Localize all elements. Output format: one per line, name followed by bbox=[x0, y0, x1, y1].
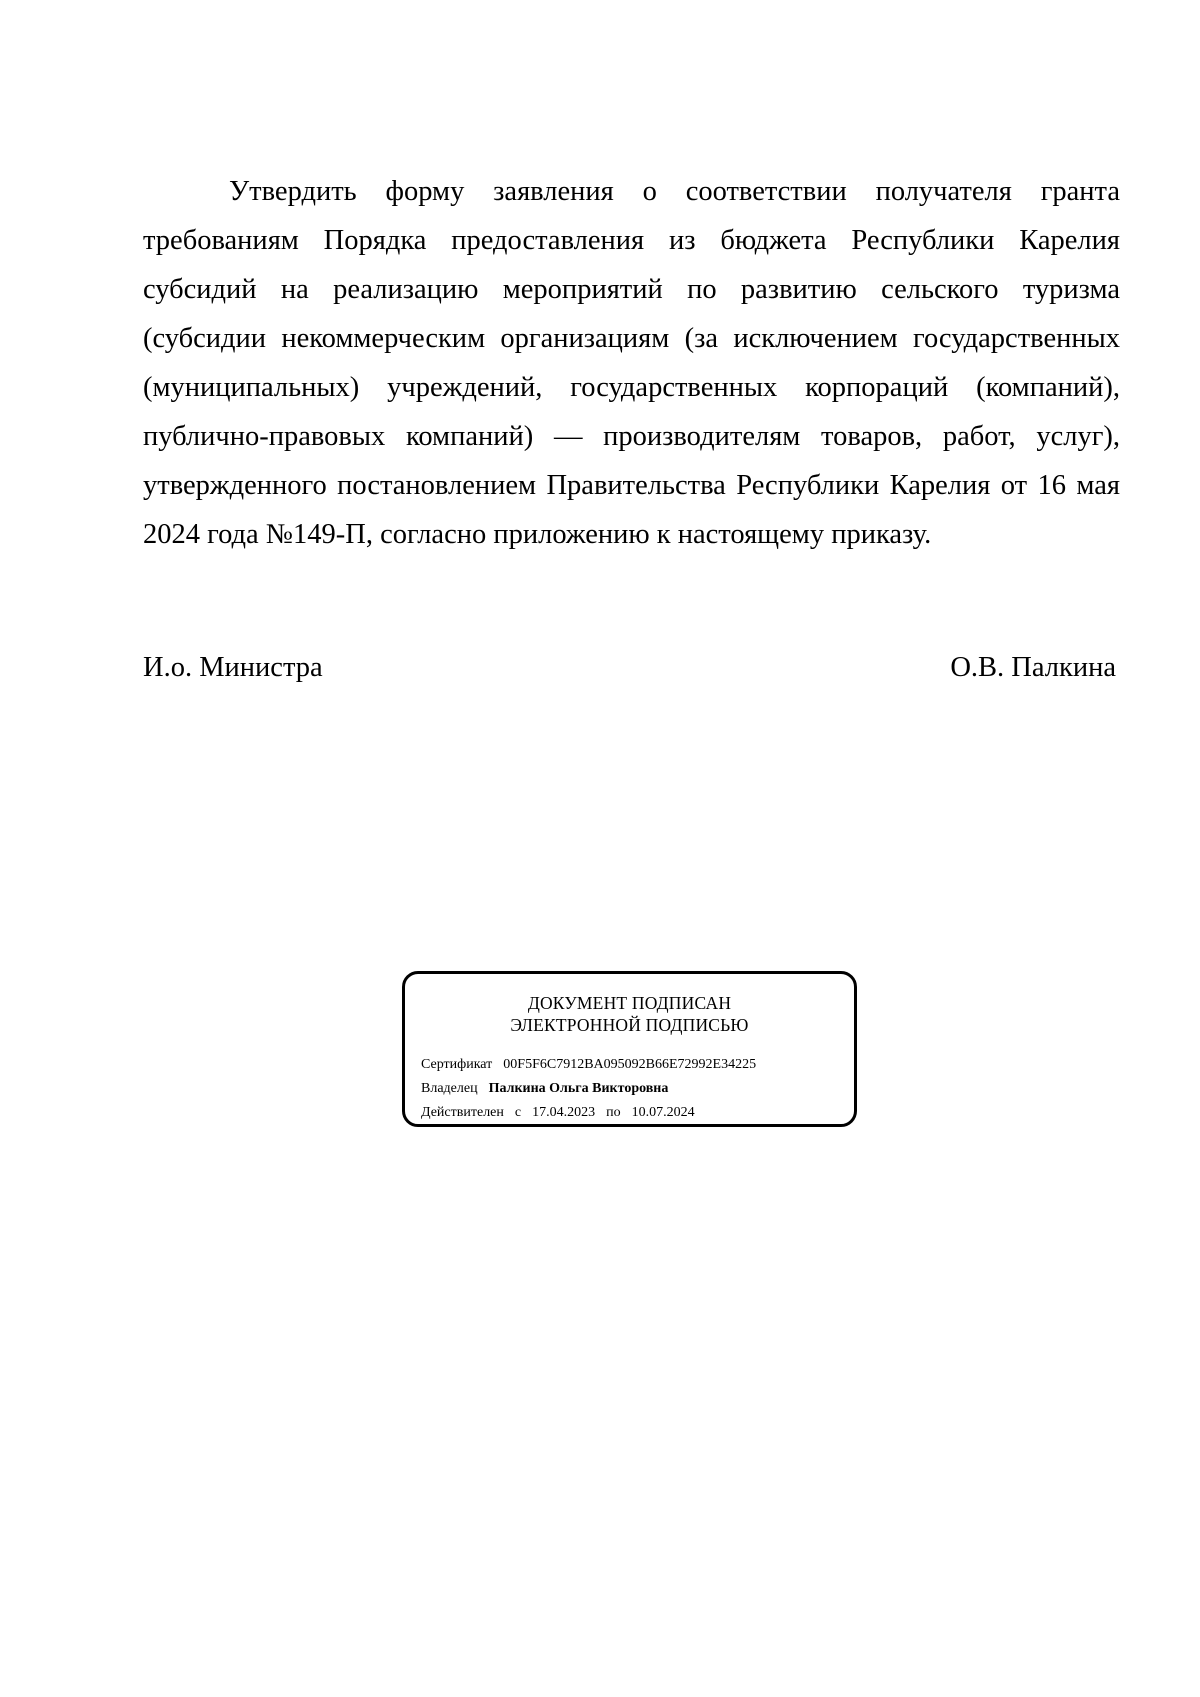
stamp-details bbox=[421, 1053, 756, 1125]
certificate-line bbox=[421, 1053, 756, 1077]
certificate-value: 00F5F6C7912BA095092B66E72992E34225 bbox=[503, 1057, 757, 1072]
stamp-header-line1: ДОКУМЕНТ ПОДПИСАН bbox=[527, 993, 732, 1013]
order-paragraph: Утвердить форму заявления о соответствии получателя гранта требованиям Порядка предоставления из бюджета Республики Карелия субсидий на реализацию мероприятий по развитию сельского туризма (субсидии некоммерческим организациям (за исключением государственных (муниципальных) учреждений, государственных корпораций (компаний), публично-правовых компаний) — производителям товаров, работ, услуг), утвержденного постановлением Правительства Республики Карелия от 16 мая 2024 года №149-П, согласно приложению к настоящему приказу. bbox=[143, 176, 1120, 550]
valid-to-label: по bbox=[606, 1105, 621, 1120]
stamp-header-line2: ЭЛЕКТРОННОЙ ПОДПИСЬЮ bbox=[510, 1015, 749, 1035]
stamp-header bbox=[405, 992, 854, 1036]
validity-line bbox=[421, 1101, 756, 1125]
valid-label: Действителен bbox=[421, 1105, 504, 1120]
owner-label: Владелец bbox=[421, 1081, 478, 1096]
owner-line bbox=[421, 1077, 756, 1101]
electronic-signature-stamp bbox=[402, 971, 857, 1127]
signatory-position: И.о. Министра bbox=[143, 652, 323, 683]
owner-value: Палкина Ольга Викторовна bbox=[488, 1081, 669, 1096]
valid-from-date: 17.04.2023 bbox=[532, 1105, 596, 1120]
certificate-label: Сертификат bbox=[421, 1057, 493, 1072]
valid-from-label: с bbox=[514, 1105, 522, 1120]
valid-to-date: 10.07.2024 bbox=[631, 1105, 695, 1120]
signatory-name: О.В. Палкина bbox=[950, 652, 1116, 683]
